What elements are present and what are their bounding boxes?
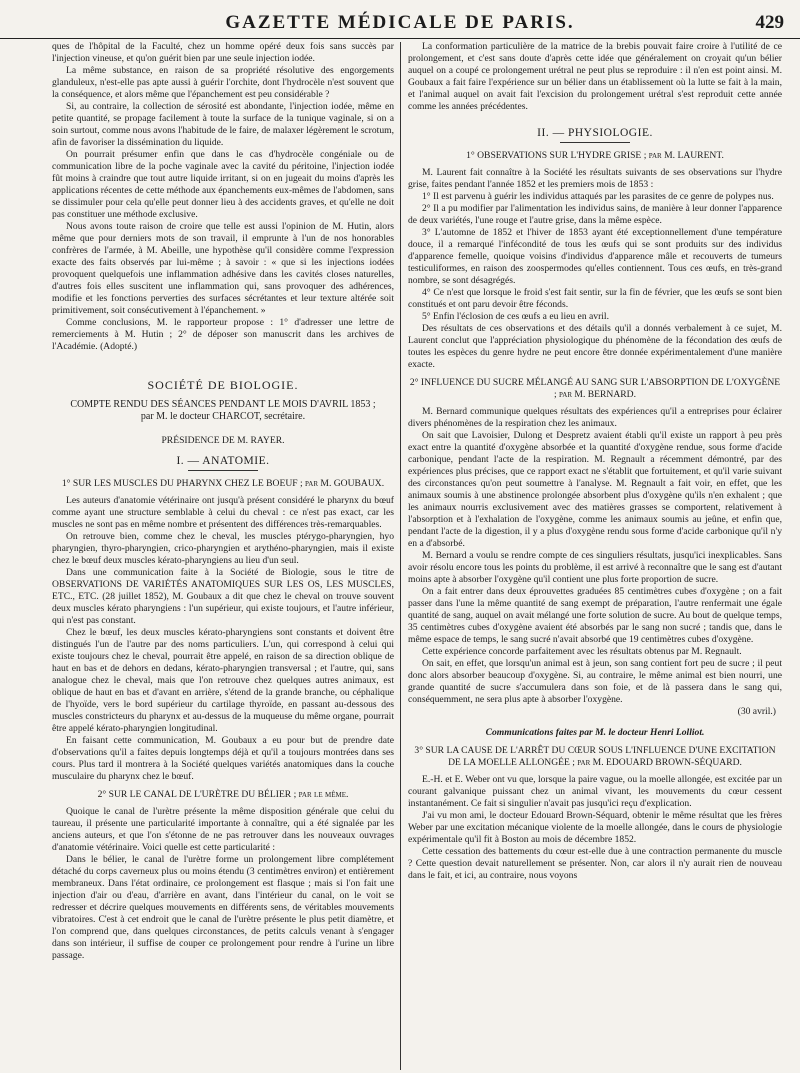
paragraph: Quoique le canal de l'urètre présente la même disposition générale que celui du taureau, il présente une particularité importante à connaître, qui a été signalée par les anciens auteurs, et que l'on s'étonne de ne pas retrouver dans les nouveaux ouvrages d'anatomie vétérinaire. Voici quelle est cette particularité : bbox=[52, 806, 394, 853]
paragraph: La même substance, en raison de sa propriété résolutive des engorgements glanduleux, n'est-elle pas apte aussi à guérir l'orchite, dont l'hydrocèle n'est souvent que la conséquence, et alors même que l'épanchement est peu considérable ? bbox=[52, 65, 394, 100]
paragraph: 5° Enfin l'éclosion de ces œufs a eu lieu en avril. bbox=[422, 311, 609, 322]
subsection-heading: 3° SUR LA CAUSE DE L'ARRÊT DU CŒUR SOUS L'INFLUENCE D'UNE EXCITATION DE LA MOELLE ALLONGÉE ; par M. EDOUARD BROWN-SÉQUARD. bbox=[414, 745, 776, 768]
paragraph: Dans le bélier, le canal de l'urètre forme un prolongement libre complétement détaché du corps caverneux plus ou moins étendu (3 centimètres environ) et entièrement membraneux. Dans l'état ordinaire, ce prolongement est flasque ; mais si l'on fait une injection d'air ou d'eau, d'arrière en avant, dans l'intérieur du canal, on le voit se redresser et décrire quelques mouvements en différents sens, de véritables mouvements vibratoires. C'est à cet endroit que le canal de l'urètre présente le plus petit diamètre, et l'on comprend que, dans quelques circonstances, de petits calculs venant à s'engager dans son intérieur, il suffise de couper ce prolongement pour rendre à l'urine un libre passage. bbox=[52, 854, 394, 961]
paragraph: Dans une communication faite à la Société de Biologie, sous le titre de OBSERVATIONS DE VARIÉTÉS ANATOMIQUES SUR LES OS, LES MUSCLES, ETC., ETC. (28 juillet 1852), M. Goubaux a dit que chez le cheval on trouve souvent deux muscles kérato pharyngiens : l'un supérieur, qui existe toujours, et l'autre inférieur, qui n'est pas constant. bbox=[52, 567, 394, 626]
paragraph: Si, au contraire, la collection de sérosité est abondante, l'injection iodée, même en petite quantité, se propage facilement à toute la surface de la tunique vaginale, si on a soin surtout, comme nous avons l'habitude de le faire, de malaxer légèrement le scrotum, afin de favoriser la dissémination du liquide. bbox=[52, 101, 394, 148]
paragraph: En faisant cette communication, M. Goubaux a eu pour but de prendre date d'observations qu'il a faites depuis longtemps déjà et qu'il a toujours montrées dans ses cours. Plus tard il montrera à la Société quelques variétés anatomiques dans la couche musculaire du pharynx chez le bœuf. bbox=[52, 735, 394, 782]
paragraph: On retrouve bien, comme chez le cheval, les muscles ptérygo-pharyngien, hyo pharyngien, thyro-pharyngien, crico-pharyngien et arythéno-pharyngien, mais il existe chez le bœuf deux muscles kérato-pharyngiens au lieu d'un seul. bbox=[52, 531, 394, 566]
right-column bbox=[408, 41, 782, 1071]
subsection-heading: 1° SUR LES MUSCLES DU PHARYNX CHEZ LE BOEUF ; par M. GOUBAUX. bbox=[61, 478, 385, 489]
paragraph: Comme conclusions, M. le rapporteur propose : 1° d'adresser une lettre de remerciements à M. Hutin ; 2° de déposer son manuscrit dans les archives de l'Académie. (Adopté.) bbox=[52, 317, 394, 352]
section-rule bbox=[560, 142, 630, 143]
subsection-heading: 1° OBSERVATIONS SUR L'HYDRE GRISE ; par M. LAURENT. bbox=[466, 150, 724, 161]
paragraph: M. Laurent fait connaître à la Société les résultats suivants de ses observations sur l'hydre grise, faites pendant l'année 1852 et les premiers mois de 1853 : bbox=[408, 167, 782, 190]
subsection-heading: 2° SUR LE CANAL DE L'URÈTRE DU BÉLIER ; par le même. bbox=[97, 789, 349, 800]
paragraph: On sait, en effet, que lorsqu'un animal est à jeun, son sang contient fort peu de sucre ; il peut donc alors absorber beaucoup d'oxygène. Si, au contraire, le même animal est bien nourri, une grande quantité de sucre s'accumulera dans son foie, et de là passera dans le sang qui, conséquemment, ne sera plus apte à absorber l'oxygène. bbox=[408, 658, 782, 705]
header-rule bbox=[0, 38, 800, 39]
journal-title: GAZETTE MÉDICALE DE PARIS. bbox=[225, 12, 575, 33]
left-column bbox=[52, 41, 394, 1071]
paragraph: On pourrait présumer enfin que dans le cas d'hydrocèle congéniale ou de communication libre de la poche vaginale avec la cavité du péritoine, l'injection iodée fût moins à craindre que tout autre liquide irritant, si on en jugeait du moins d'après les applications récentes de cette méthode aux épanchements eux-mêmes de l'abdomen, sans se dissimuler pour cela qu'elle peut donner lieu à des accidents graves, et qu'elle ne doit pas constituer une méthode exclusive. bbox=[52, 149, 394, 220]
paragraph: M. Bernard communique quelques résultats des expériences qu'il a entreprises pour éclairer divers phénomènes de la respiration chez les animaux. bbox=[408, 406, 782, 429]
communications-note: Communications faites par M. le docteur Henri Lolliot. bbox=[485, 727, 705, 738]
paragraph: La conformation particulière de la matrice de la brebis pouvait faire croire à l'utilité de ce prolongement, et c'est sans doute d'après cette idée que généralement on croyait qu'un bélier auquel on a coupé ce prolongement urétral ne peut plus se reproduire : il n'en est point ainsi. M. Goubaux a fait faire l'expérience sur un bélier dans un établissement où la lutte se fait à la main, et l'animal auquel on avait fait l'excision du prolongement urétral s'est reproduit cette année comme les années précédentes. bbox=[408, 41, 782, 112]
paragraph: 2° Il a pu modifier par l'alimentation les individus sains, de manière à leur donner l'apparence de deux variétés, l'une rouge et l'autre grise, dans la même espèce. bbox=[408, 203, 782, 226]
page-number: 429 bbox=[755, 12, 784, 33]
paragraph: E.-H. et E. Weber ont vu que, lorsque la paire vague, ou la moelle allongée, est excitée par un courant galvanique puissant chez un animal vivant, les mouvements du cœur cessent instantanément. Ce fait si singulier n'avait pas jusqu'ici reçu d'explication. bbox=[408, 774, 782, 809]
paragraph: ques de l'hôpital de la Faculté, chez un homme opéré deux fois sans succès par l'injection vineuse, et qu'on guérit bien par une seule injection iodée. bbox=[52, 41, 394, 64]
report-secretary: par M. le docteur CHARCOT, secrétaire. bbox=[140, 411, 306, 422]
paragraph: Cette cessation des battements du cœur est-elle due à une contraction permanente du muscle ? Cette question devait naturellement se présenter. Non, car alors il n'y aurait rien de nouveau dans le fait, et ici, au contraire, nous voyons bbox=[408, 846, 782, 881]
paragraph: M. Bernard a voulu se rendre compte de ces singuliers résultats, jusqu'ici inexplicables. Sans avoir résolu encore tous les points du problème, il est arrivé à reconnaître que le sang est d'autant moins apte à absorber l'oxygène qu'il contient une plus forte proportion de sucre. bbox=[408, 550, 782, 585]
paragraph: 3° L'automne de 1852 et l'hiver de 1853 ayant été exceptionnellement d'une température douce, il a remarqué l'infécondité de tous les œufs qui se sont produits sur des individus d'apparence femelle, quoique voisins d'individus d'apparence mâle et recouverts de tumeurs testiculiformes, en raison des zoospermodes qu'elles contiennent. Tous ces œufs, en très-grand nombre, se sont désagrégés. bbox=[408, 227, 782, 286]
paragraph: Les auteurs d'anatomie vétérinaire ont jusqu'à présent considéré le pharynx du bœuf comme ayant une structure semblable à celui du cheval : ce n'est pas exact, car les muscles ne sont pas en même nombre et présentent des différences très-remarquables. bbox=[52, 495, 394, 530]
paragraph: On a fait entrer dans deux éprouvettes graduées 85 centimètres cubes d'oxygène ; on a fait passer dans l'une la même quantité de sang exempt de préparation, l'autre renfermait une égale quantité de sang, auquel on avait mélangé une forte solution de sucre. Au bout de quelque temps, 35 centimètres cubes d'oxygène avaient été absorbés par le sang non sucré ; tandis que, dans le même espace de temps, le sang sucré n'avait absorbé que 19 centimètres cubes d'oxygène. bbox=[408, 586, 782, 645]
paragraph: Cette expérience concorde parfaitement avec les résultats obtenus par M. Regnault. bbox=[422, 646, 742, 657]
report-heading bbox=[52, 399, 394, 423]
section-rule bbox=[188, 470, 258, 471]
paragraph: 1° Il est parvenu à guérir les individus attaqués par les parasites de ce genre de polypes nus. bbox=[422, 191, 774, 202]
society-heading: SOCIÉTÉ DE BIOLOGIE. bbox=[147, 378, 299, 392]
subsection-heading: 2° INFLUENCE DU SUCRE MÉLANGÉ AU SANG SUR L'ABSORPTION DE L'OXYGÈNE ; par M. BERNARD. bbox=[409, 377, 781, 400]
report-title: COMPTE RENDU DES SÉANCES PENDANT LE MOIS D'AVRIL 1853 ; bbox=[70, 399, 376, 410]
section-heading-physiologie: II. — PHYSIOLOGIE. bbox=[537, 127, 653, 139]
section-heading-anatomie: I. — ANATOMIE. bbox=[176, 455, 270, 467]
column-divider bbox=[400, 42, 401, 1070]
paragraph: Des résultats de ces observations et des détails qu'il a donnés verbalement à ce sujet, M. Laurent conclut que l'appréciation physiologique du phénomène de la fécondation des œufs de toutes les espèces du genre hydre ne peut encore être donnée expérimentalement d'une manière exacte. bbox=[408, 323, 782, 370]
session-date: (30 avril.) bbox=[737, 706, 776, 717]
paragraph: Chez le bœuf, les deux muscles kérato-pharyngiens sont constants et doivent être distingués l'un de l'autre par des noms particuliers. L'un, qui correspond à celui qui existe toujours chez le cheval, pourrait être appelé, en raison de sa direction oblique de haut en bas et de dehors en dedans, kérato-pharyngien transversal ; et l'autre, qui, sans analogue chez le cheval, mais que l'on retrouve chez quelques autres animaux, est oblique de haut en bas et d'avant en arrière, s'étend de la grande branche, ou céphalique de l'hyoïde, vers le bord supérieur du cartilage thyroïde, en passant au-dessous des muscles constricteurs du pharynx et au-dessus de la muqueuse du même organe, pourrait être appelé kérato-pharyngien longitudinal. bbox=[52, 627, 394, 734]
paragraph: J'ai vu mon ami, le docteur Edouard Brown-Séquard, obtenir le même résultat que les frères Weber par une excitation mécanique violente de la moelle allongée, dans le cours de physiologie expérimentale qu'il fit à Boston au mois de décembre 1852. bbox=[408, 810, 782, 845]
paragraph: On sait que Lavoisier, Dulong et Despretz avaient établi qu'il existe un rapport à peu près exact entre la quantité d'oxygène absorbée et la quantité d'oxygène rendue, sous forme d'acide carbonique, pendant l'acte de la respiration. M. Regnault a récemment démontré, par des expériences plus précises, que ce rapport exact ne s'établit que fortuitement, et qu'il varie suivant des circonstances qu'on peut soumettre à l'analyse. M. Regnault a fait voir, en effet, que les animaux soumis à une abstinence prolongée absorbent plus d'oxygène qu'ils n'en exhalent ; que les animaux nourris exclusivement avec des matières grasses se comportent, relativement à l'absorption et à l'exhalation de l'oxygène, comme les animaux soumis au jeûne, et enfin que, pendant l'acte de la digestion, il y a plus d'oxygène rendu sous forme d'acide carbonique qu'il n'y en a d'absorbé. bbox=[408, 430, 782, 549]
paragraph: 4° Ce n'est que lorsque le froid s'est fait sentir, sur la fin de février, que les œufs se sont bien constitués et ont paru devoir être féconds. bbox=[408, 287, 782, 310]
paragraph: Nous avons toute raison de croire que telle est aussi l'opinion de M. Hutin, alors même que pour derniers mots de son travail, il emprunte à l'un de nos honorables confrères de l'armée, à M. Abeille, une hypothèse qu'il considère comme l'expression exacte des faits observés par lui-même ; à savoir : « que si les injections iodées provoquent quelquefois une inflammation adhésive dans les cavités closes naturelles, d'autres fois elles suscitent une inflammation qui, sans provoquer des adhérences, modifie et les fonctions perverties des surfaces sécrétantes et leur texture altérée soit primitivement, soit consécutivement à l'épanchement. » bbox=[52, 221, 394, 316]
page-header bbox=[0, 0, 800, 38]
presidence-heading: PRÉSIDENCE DE M. RAYER. bbox=[161, 435, 285, 446]
